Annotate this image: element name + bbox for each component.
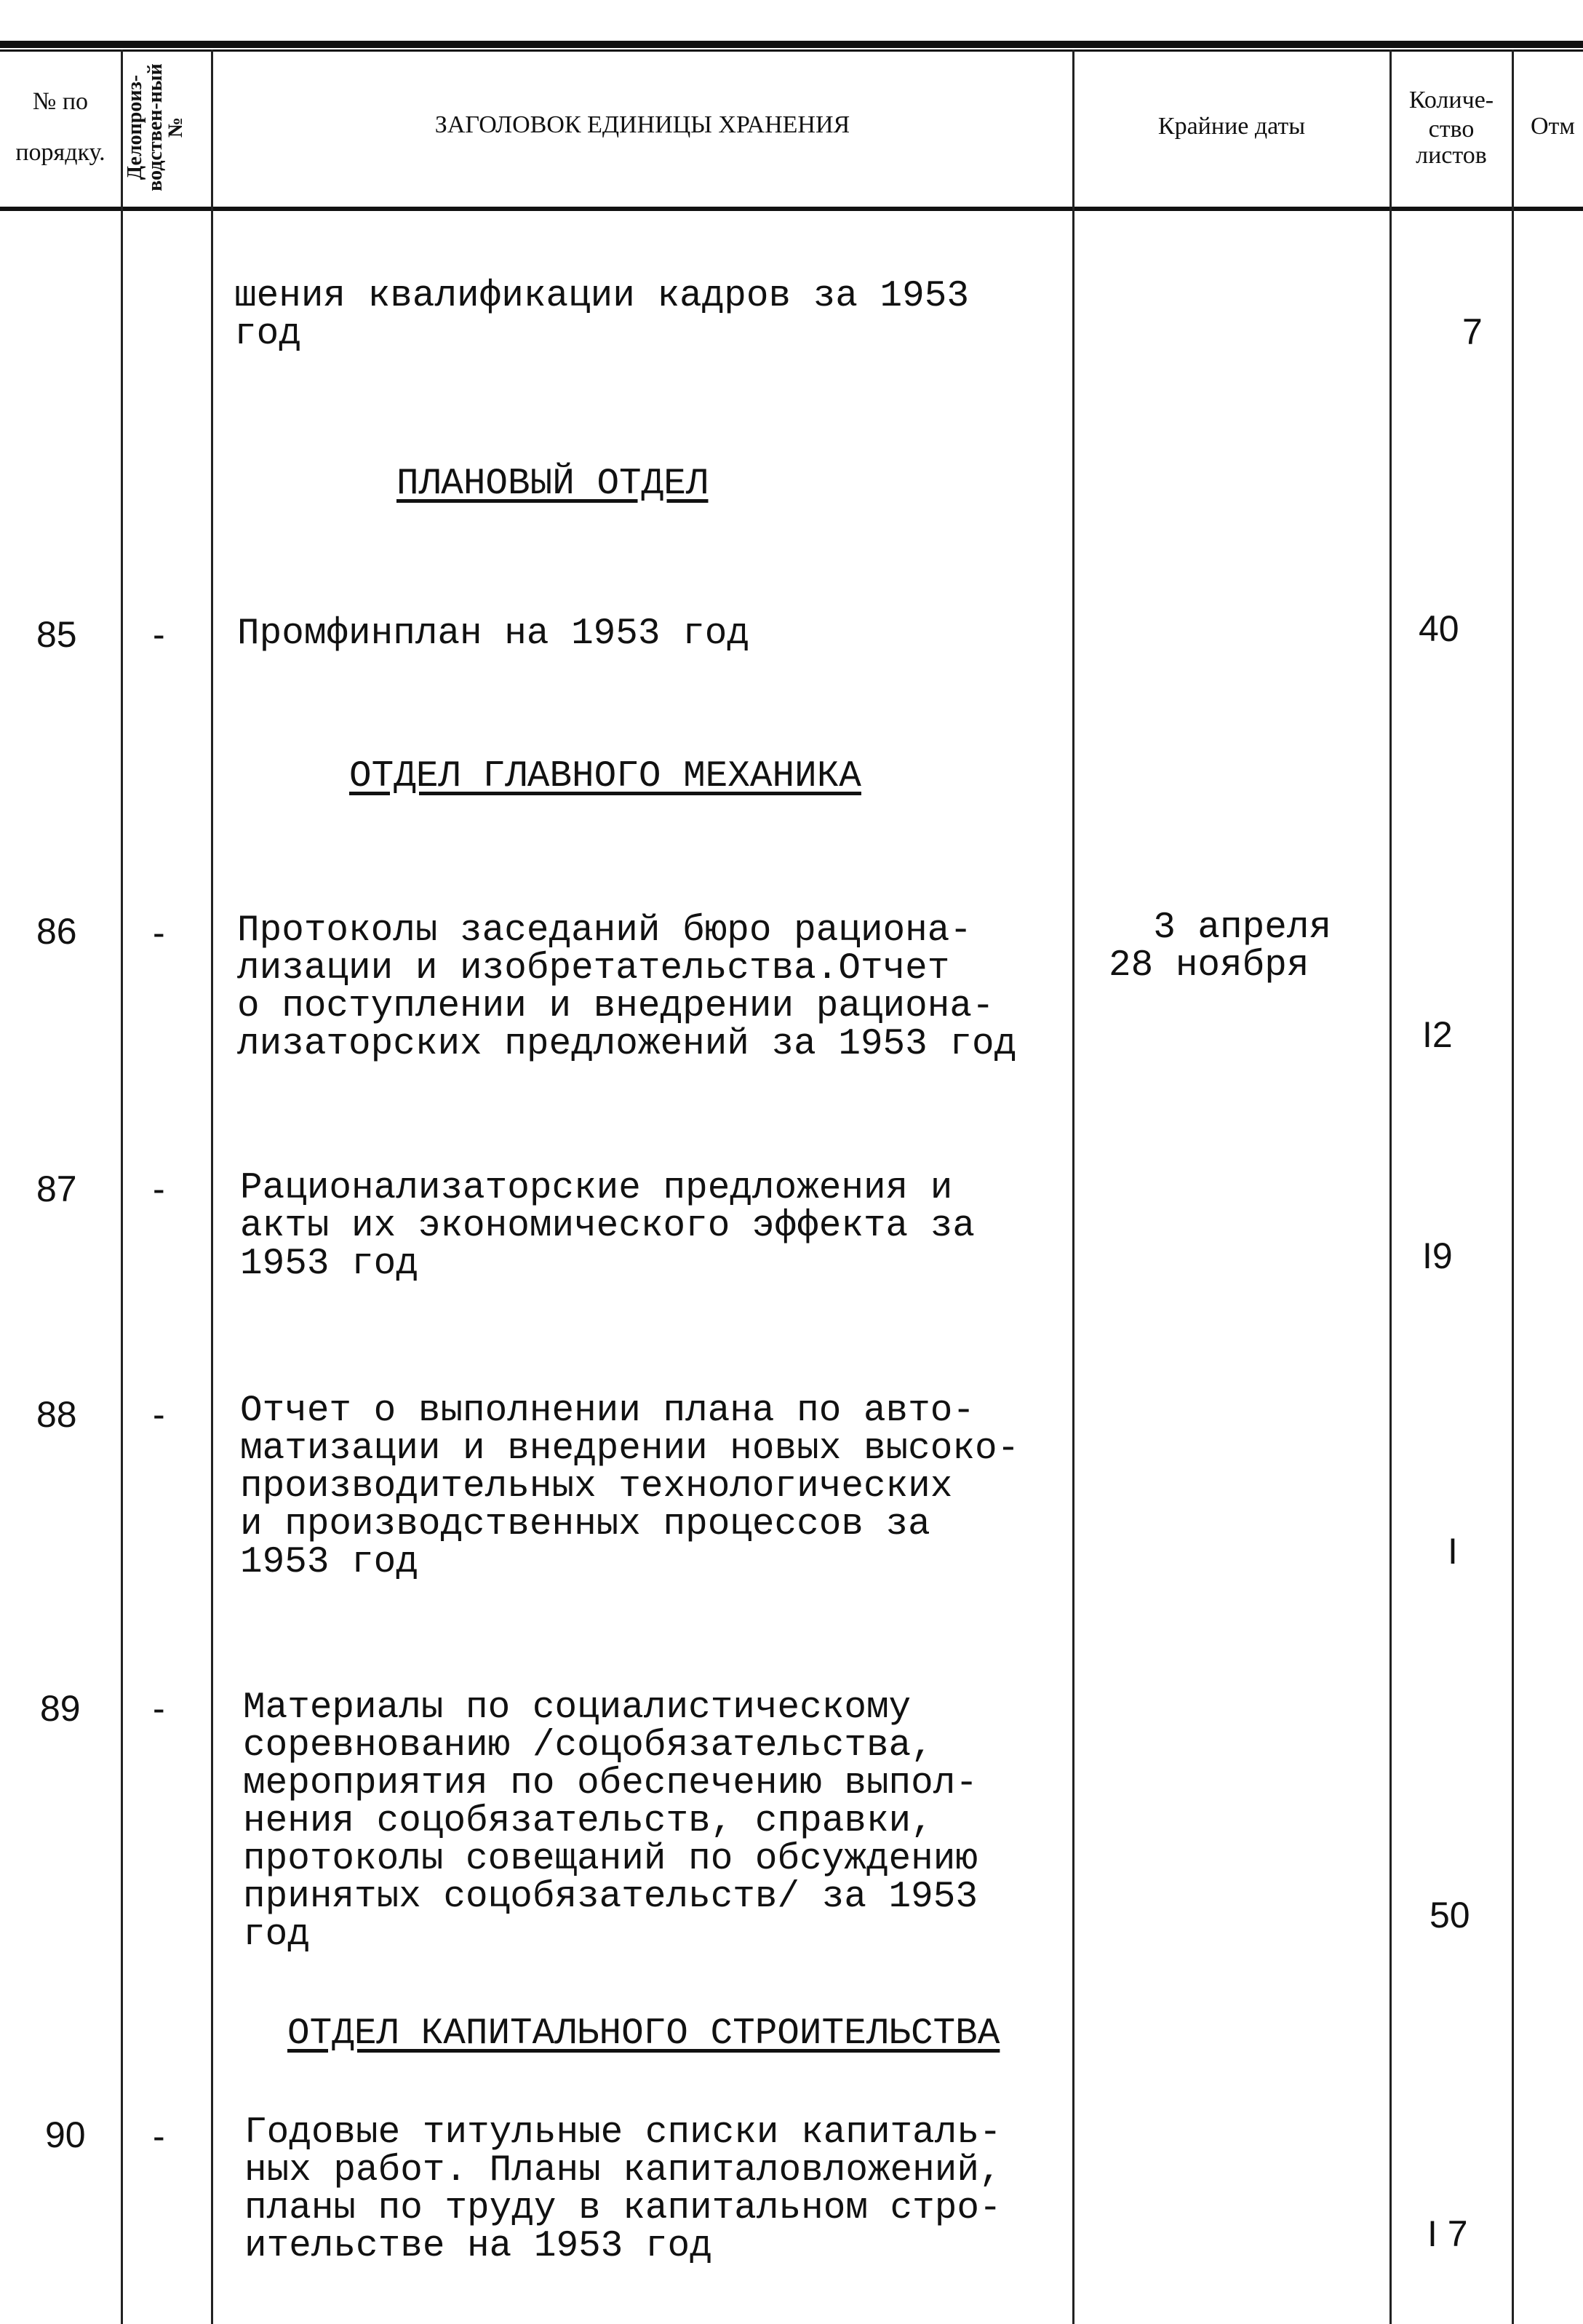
row-dates: 3 апреля 28 ноября <box>1109 907 1332 987</box>
header-office-number: Делопроиз-водствен-ный № <box>124 63 187 191</box>
row-number: 87 <box>36 1169 77 1209</box>
row-title: Годовые титульные списки капиталь- ных работ. Планы капиталовложений, планы по труду в капитальном стро- ительстве на 1953 год <box>244 2112 1002 2267</box>
row-title: Рационализаторские предложения и акты их экономического эффекта за 1953 год <box>240 1168 975 1285</box>
header-notes: Отм <box>1531 113 1575 140</box>
row-title: Материалы по социалистическому соревнованию /соцобязательства, мероприятия по обеспечению выпол- нения соцобязательств, справки, протоколы совещаний по обсуждению принятых соцобязательств/ за 1953 год <box>243 1687 978 1956</box>
header-sheets-2: ство <box>1428 116 1475 143</box>
row-office-number: - <box>153 912 165 953</box>
row-sheets: 50 <box>1430 1895 1470 1935</box>
header-top-rule <box>0 41 1583 48</box>
row-title: Протоколы заседаний бюро рациона- лизации и изобретательства.Отчет о поступлении и внедрении рациона- лизаторских предложений за 1953 год <box>237 910 1017 1065</box>
row-sheets: I 7 <box>1427 2213 1468 2254</box>
row-number: 85 <box>36 614 77 655</box>
column-divider <box>1389 49 1392 2324</box>
row-sheets: 40 <box>1419 608 1459 649</box>
continuation-title: шения квалификации кадров за 1953 год <box>234 276 969 355</box>
header-dates: Крайние даты <box>1157 113 1306 140</box>
row-office-number: - <box>153 2116 165 2157</box>
row-office-number: - <box>153 1169 165 1209</box>
section-heading: ПЛАНОВЫЙ ОТДЕЛ <box>396 463 709 505</box>
row-title: Промфинплан на 1953 год <box>237 613 749 655</box>
header-number-line2: порядку. <box>15 139 105 166</box>
row-sheets: I2 <box>1422 1014 1453 1055</box>
header-title: ЗАГОЛОВОК ЕДИНИЦЫ ХРАНЕНИЯ <box>434 111 850 138</box>
column-divider <box>1072 49 1074 2324</box>
row-number: 89 <box>40 1688 81 1729</box>
column-divider <box>211 49 213 2324</box>
column-divider <box>1512 49 1514 2324</box>
continuation-sheets: 7 <box>1462 311 1483 352</box>
section-heading: ОТДЕЛ ГЛАВНОГО МЕХАНИКА <box>349 756 861 797</box>
row-office-number: - <box>153 614 165 655</box>
row-sheets: I <box>1448 1531 1458 1572</box>
row-title: Отчет о выполнении плана по авто- матизации и внедрении новых высоко- производительных технологических и производственных процессов за 1953 год <box>240 1390 1020 1583</box>
row-number: 86 <box>36 911 77 952</box>
section-heading: ОТДЕЛ КАПИТАЛЬНОГО СТРОИТЕЛЬСТВА <box>287 2013 1000 2055</box>
column-divider <box>121 49 123 2324</box>
row-office-number: - <box>153 1688 165 1729</box>
header-number-line1: № по <box>32 88 89 115</box>
header-top-rule-thin <box>0 49 1583 52</box>
header-bottom-rule <box>0 207 1583 211</box>
header-sheets-1: Количе- <box>1408 87 1494 114</box>
row-sheets: I9 <box>1422 1235 1453 1276</box>
header-sheets-3: листов <box>1416 142 1487 169</box>
row-number: 90 <box>45 2114 86 2155</box>
row-number: 88 <box>36 1394 77 1435</box>
row-office-number: - <box>153 1394 165 1435</box>
